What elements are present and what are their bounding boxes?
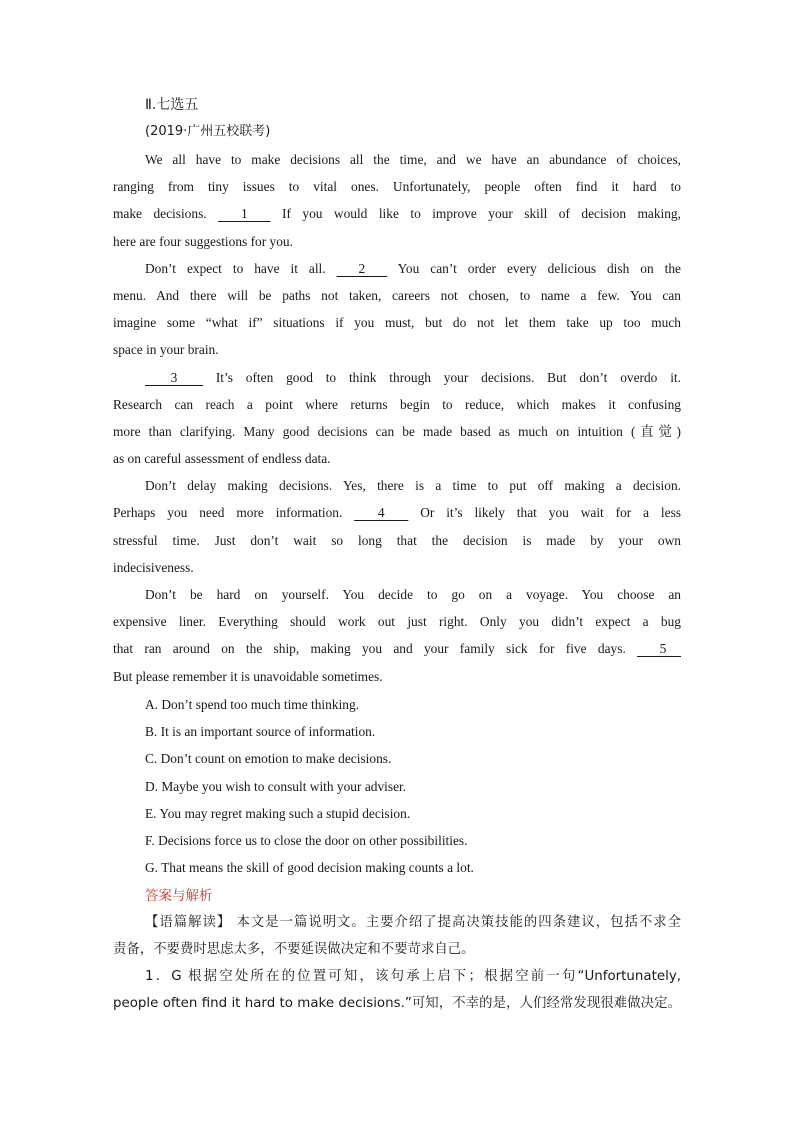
option-item: B. It is an important source of information. (145, 724, 376, 740)
analysis-line: 1．G 根据空处所在的位置可知，该句承上启下；根据空前一句“Unfortunately, (145, 969, 681, 984)
passage-line: indecisiveness. (113, 559, 194, 575)
blank-4: 4 (354, 505, 409, 521)
passage (113, 146, 681, 690)
passage-line: stressful time. Just don’t wait so long that the decision is made by your own (113, 532, 681, 548)
passage-line: that ran around on the ship, making you and your family sick for five days. 5 (113, 641, 681, 657)
option-item: F. Decisions force us to close the door on other possibilities. (145, 832, 468, 848)
passage-line: imagine some “what if” situations if you must, but do not let them take up too much (113, 315, 681, 331)
passage-line: Don’t be hard on yourself. You decide to go on a voyage. You choose an (145, 587, 681, 602)
passage-line: Don’t expect to have it all. 2 You can’t order every delicious dish on the (145, 260, 681, 276)
option-item: G. That means the skill of good decision making counts a lot. (145, 860, 474, 876)
passage-line: expensive liner. Everything should work out just right. Only you didn’t expect a bug (113, 614, 681, 630)
passage-line: more than clarifying. Many good decisions can be made based as much on intuition (直觉) (113, 423, 681, 439)
passage-line: Don’t delay making decisions. Yes, there is a time to put off making a decision. (145, 478, 681, 494)
section-heading: Ⅱ.七选五 (145, 97, 199, 113)
analysis (113, 909, 681, 1017)
option-item: A. Don’t spend too much time thinking. (145, 697, 359, 712)
blank-3: 3 (145, 369, 203, 385)
passage-line: as on careful assessment of endless data. (113, 451, 331, 467)
option-item: D. Maybe you wish to consult with your adviser. (145, 778, 407, 794)
passage-line: But please remember it is unavoidable sometimes. (113, 668, 383, 684)
passage-line: menu. And there will be paths not taken, careers not chosen, to name a few. You can (113, 287, 681, 303)
source-note: (2019·广州五校联考) (145, 124, 271, 139)
passage-line: space in your brain. (113, 342, 219, 358)
passage-line: make decisions. 1 If you would like to improve your skill of decision making, (113, 206, 681, 222)
blank-1: 1 (218, 206, 271, 222)
passage-line: We all have to make decisions all the time, and we have an abundance of choices, (145, 152, 681, 167)
analysis-line: 【语篇解读】 本文是一篇说明文。主要介绍了提高决策技能的四条建议，包括不求全 (145, 915, 681, 930)
passage-line: 3 It’s often good to think through your decisions. But don’t overdo it. (145, 369, 681, 385)
analysis-line: people often find it hard to make decisions.”可知，不幸的是，人们经常发现很难做决定。 (113, 996, 681, 1011)
option-item: C. Don’t count on emotion to make decisions. (145, 751, 392, 767)
answer-title: 答案与解析 (145, 888, 213, 904)
passage-line: here are four suggestions for you. (113, 233, 293, 249)
passage-line: ranging from tiny issues to vital ones. Unfortunately, people often find it hard to (113, 179, 681, 195)
blank-5: 5 (637, 641, 681, 657)
blank-2: 2 (336, 260, 388, 276)
passage-line: Perhaps you need more information. 4 Or it’s likely that you wait for a less (113, 505, 681, 521)
option-item: E. You may regret making such a stupid decision. (145, 805, 411, 821)
passage-line: Research can reach a point where returns begin to reduce, which makes it confusing (113, 396, 681, 412)
options-list (113, 691, 681, 881)
analysis-line: 责备，不要费时思虑太多，不要延误做决定和不要苛求自己。 (113, 942, 475, 957)
